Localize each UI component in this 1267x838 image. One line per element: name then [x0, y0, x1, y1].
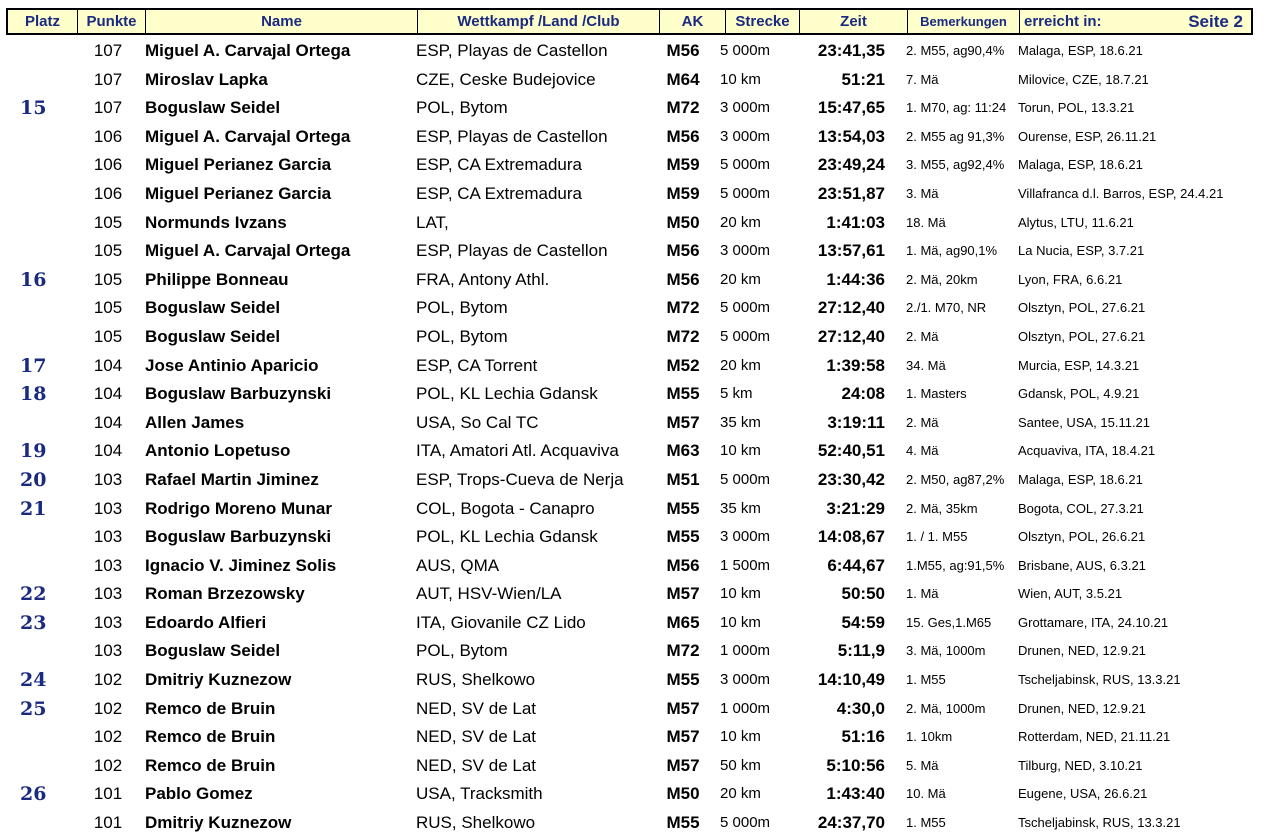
cell-bem: 1. Masters — [906, 386, 967, 402]
cell-erreicht: Alytus, LTU, 11.6.21 — [1018, 214, 1134, 230]
cell-ak: M64 — [666, 69, 700, 89]
cell-platz: 18 — [20, 383, 47, 406]
cell-name: Antonio Lopetuso — [145, 441, 291, 461]
cell-ak: M51 — [666, 469, 700, 489]
cell-zeit: 6:44,67 — [827, 555, 885, 575]
cell-name: Allen James — [145, 412, 245, 432]
cell-club: ESP, CA Torrent — [416, 355, 538, 375]
cell-punkte: 104 — [93, 441, 123, 461]
cell-club: LAT, — [416, 212, 449, 232]
cell-punkte: 101 — [93, 784, 123, 804]
cell-name: Boguslaw Seidel — [145, 298, 281, 318]
cell-strecke: 10 km — [720, 728, 761, 746]
cell-club: ESP, Trops-Cueva de Nerja — [416, 469, 624, 489]
cell-erreicht: Torun, POL, 13.3.21 — [1018, 100, 1135, 116]
table-row — [0, 237, 1267, 266]
cell-ak: M59 — [666, 155, 700, 175]
cell-club: NED, SV de Lat — [416, 727, 537, 747]
cell-erreicht: Drunen, NED, 12.9.21 — [1018, 643, 1146, 659]
cell-zeit: 3:19:11 — [827, 412, 885, 432]
cell-club: POL, Bytom — [416, 326, 508, 346]
cell-club: NED, SV de Lat — [416, 698, 537, 718]
results-table — [0, 37, 1267, 838]
cell-erreicht: Tscheljabinsk, RUS, 13.3.21 — [1018, 672, 1181, 688]
cell-name: Normunds Ivzans — [145, 212, 287, 232]
cell-erreicht: Brisbane, AUS, 6.3.21 — [1018, 557, 1146, 573]
cell-bem: 2. Mä, 35km — [906, 500, 978, 516]
cell-name: Miguel A. Carvajal Ortega — [145, 41, 351, 60]
cell-platz — [20, 552, 60, 581]
table-row — [0, 466, 1267, 495]
header-name: Name — [146, 10, 418, 33]
cell-punkte: 105 — [93, 269, 123, 289]
cell-club: ESP, CA Extremadura — [416, 155, 582, 175]
header-bemerkungen: Bemerkungen — [908, 10, 1020, 33]
cell-ak: M72 — [666, 98, 700, 118]
cell-zeit: 13:57,61 — [817, 241, 885, 261]
cell-zeit: 4:30,0 — [836, 698, 885, 718]
cell-name: Remco de Bruin — [145, 755, 276, 775]
cell-strecke: 3 000m — [720, 671, 771, 689]
cell-platz: 25 — [20, 697, 47, 720]
cell-club: NED, SV de Lat — [416, 755, 537, 775]
table-row — [0, 37, 1267, 66]
cell-name: Roman Brzezowsky — [145, 584, 305, 604]
cell-punkte: 105 — [93, 212, 123, 232]
cell-name: Miguel Perianez Garcia — [145, 155, 332, 175]
cell-punkte: 103 — [93, 527, 123, 547]
cell-erreicht: Eugene, USA, 26.6.21 — [1018, 786, 1148, 802]
cell-zeit: 1:43:40 — [826, 784, 885, 804]
cell-strecke: 5 000m — [720, 156, 771, 174]
cell-ak: M56 — [666, 241, 700, 261]
table-row — [0, 123, 1267, 152]
cell-club: CZE, Ceske Budejovice — [416, 69, 596, 89]
cell-erreicht: Murcia, ESP, 14.3.21 — [1018, 357, 1140, 373]
cell-zeit: 23:49,24 — [817, 155, 885, 175]
cell-bem: 1. M55 — [906, 815, 946, 831]
cell-platz: 23 — [20, 611, 47, 634]
cell-zeit: 50:50 — [841, 584, 885, 604]
cell-zeit: 27:12,40 — [817, 326, 885, 346]
cell-bem: 2. M55 ag 91,3% — [906, 128, 1005, 144]
cell-platz — [20, 66, 60, 95]
cell-zeit: 1:41:03 — [826, 212, 885, 232]
cell-platz — [20, 209, 60, 238]
cell-name: Pablo Gomez — [145, 784, 253, 804]
cell-name: Boguslaw Seidel — [145, 641, 281, 661]
cell-club: USA, Tracksmith — [416, 784, 543, 804]
table-row — [0, 294, 1267, 323]
table-row — [0, 695, 1267, 724]
header-wettkampf: Wettkampf /Land /Club — [418, 10, 660, 33]
cell-strecke: 10 km — [720, 70, 761, 88]
cell-erreicht: Tscheljabinsk, RUS, 13.3.21 — [1018, 815, 1181, 831]
cell-name: Boguslaw Seidel — [145, 326, 281, 346]
header-punkte: Punkte — [78, 10, 146, 33]
cell-platz — [20, 123, 60, 152]
cell-zeit: 13:54,03 — [817, 126, 885, 146]
cell-ak: M72 — [666, 641, 700, 661]
cell-strecke: 35 km — [720, 499, 761, 517]
cell-punkte: 105 — [93, 326, 123, 346]
cell-bem: 15. Ges,1.M65 — [906, 614, 992, 630]
cell-platz — [20, 523, 60, 552]
header-strecke: Strecke — [726, 10, 800, 33]
cell-club: POL, KL Lechia Gdansk — [416, 384, 598, 404]
cell-zeit: 14:08,67 — [817, 527, 885, 547]
cell-platz — [20, 180, 60, 209]
cell-erreicht: Tilburg, NED, 3.10.21 — [1018, 757, 1143, 773]
cell-bem: 3. Mä — [906, 185, 939, 201]
cell-name: Boguslaw Barbuzynski — [145, 384, 332, 404]
cell-name: Miguel A. Carvajal Ortega — [145, 126, 351, 146]
cell-name: Boguslaw Barbuzynski — [145, 527, 332, 547]
cell-club: AUT, HSV-Wien/LA — [416, 584, 562, 604]
cell-bem: 2. M50, ag87,2% — [906, 471, 1005, 487]
cell-bem: 2. Mä — [906, 328, 939, 344]
cell-strecke: 20 km — [720, 270, 761, 288]
cell-club: ITA, Amatori Atl. Acquaviva — [416, 441, 619, 461]
cell-bem: 34. Mä — [906, 357, 946, 373]
cell-platz — [20, 151, 60, 180]
cell-strecke: 3 000m — [720, 528, 771, 546]
cell-erreicht: Acquaviva, ITA, 18.4.21 — [1018, 443, 1156, 459]
cell-platz — [20, 752, 60, 781]
cell-club: FRA, Antony Athl. — [416, 269, 550, 289]
cell-bem: 10. Mä — [906, 786, 946, 802]
cell-ak: M56 — [666, 41, 700, 60]
cell-strecke: 5 000m — [720, 42, 771, 59]
cell-ak: M56 — [666, 269, 700, 289]
cell-erreicht: Malaga, ESP, 18.6.21 — [1018, 157, 1143, 173]
cell-name: Boguslaw Seidel — [145, 98, 281, 118]
table-row — [0, 323, 1267, 352]
cell-zeit: 5:10:56 — [826, 755, 885, 775]
cell-platz — [20, 809, 60, 838]
cell-ak: M57 — [666, 727, 700, 747]
cell-platz — [20, 323, 60, 352]
cell-erreicht: Olsztyn, POL, 26.6.21 — [1018, 529, 1146, 545]
cell-club: ESP, CA Extremadura — [416, 183, 582, 203]
cell-ak: M57 — [666, 584, 700, 604]
cell-punkte: 103 — [93, 612, 123, 632]
cell-club: POL, Bytom — [416, 641, 508, 661]
cell-ak: M55 — [666, 813, 700, 833]
cell-strecke: 5 000m — [720, 299, 771, 317]
cell-platz — [20, 723, 60, 752]
table-row — [0, 809, 1267, 838]
cell-ak: M57 — [666, 755, 700, 775]
cell-club: AUS, QMA — [416, 555, 500, 575]
cell-platz: 16 — [20, 268, 47, 291]
table-row — [0, 752, 1267, 781]
cell-zeit: 24:37,70 — [817, 813, 885, 833]
table-row — [0, 580, 1267, 609]
cell-punkte: 103 — [93, 641, 123, 661]
table-row — [0, 94, 1267, 123]
table-row — [0, 780, 1267, 809]
table-row — [0, 352, 1267, 381]
cell-ak: M72 — [666, 326, 700, 346]
table-row — [0, 666, 1267, 695]
cell-punkte: 101 — [93, 813, 123, 833]
cell-strecke: 10 km — [720, 442, 761, 460]
cell-platz — [20, 637, 60, 666]
cell-strecke: 1 000m — [720, 642, 771, 660]
cell-punkte: 104 — [93, 355, 123, 375]
cell-bem: 2./1. M70, NR — [906, 300, 987, 316]
cell-punkte: 107 — [93, 98, 123, 118]
cell-zeit: 3:21:29 — [826, 498, 885, 518]
table-row — [0, 437, 1267, 466]
cell-club: ESP, Playas de Castellon — [416, 126, 608, 146]
cell-strecke: 3 000m — [720, 242, 771, 260]
cell-strecke: 10 km — [720, 613, 761, 631]
cell-ak: M55 — [666, 527, 700, 547]
table-row — [0, 266, 1267, 295]
cell-zeit: 51:21 — [841, 69, 885, 89]
cell-erreicht: Drunen, NED, 12.9.21 — [1018, 700, 1146, 716]
cell-ak: M63 — [666, 441, 700, 461]
cell-strecke: 5 000m — [720, 184, 771, 202]
cell-punkte: 106 — [93, 126, 123, 146]
cell-bem: 2. Mä — [906, 414, 939, 430]
cell-zeit: 14:10,49 — [817, 670, 885, 690]
cell-strecke: 20 km — [720, 356, 761, 374]
cell-bem: 2. Mä, 20km — [906, 271, 978, 287]
cell-punkte: 107 — [93, 69, 123, 89]
cell-punkte: 104 — [93, 384, 123, 404]
cell-strecke: 3 000m — [720, 127, 771, 145]
cell-bem: 2. Mä, 1000m — [906, 700, 986, 716]
cell-bem: 3. M55, ag92,4% — [906, 157, 1005, 173]
table-row — [0, 66, 1267, 95]
cell-punkte: 103 — [93, 584, 123, 604]
cell-club: ESP, Playas de Castellon — [416, 241, 608, 261]
cell-platz: 26 — [20, 783, 47, 806]
cell-strecke: 5 km — [720, 385, 753, 403]
cell-erreicht: Malaga, ESP, 18.6.21 — [1018, 471, 1143, 487]
cell-ak: M52 — [666, 355, 700, 375]
cell-name: Remco de Bruin — [145, 698, 276, 718]
cell-name: Remco de Bruin — [145, 727, 276, 747]
cell-platz: 17 — [20, 354, 47, 377]
cell-club: RUS, Shelkowo — [416, 813, 536, 833]
cell-punkte: 107 — [93, 41, 123, 60]
cell-erreicht: Wien, AUT, 3.5.21 — [1018, 586, 1123, 602]
cell-club: POL, Bytom — [416, 98, 508, 118]
cell-strecke: 20 km — [720, 785, 761, 803]
cell-punkte: 102 — [93, 727, 123, 747]
cell-bem: 1. Mä, ag90,1% — [906, 243, 998, 259]
cell-ak: M55 — [666, 498, 700, 518]
cell-punkte: 102 — [93, 755, 123, 775]
cell-erreicht: Santee, USA, 15.11.21 — [1018, 414, 1151, 430]
cell-club: ITA, Giovanile CZ Lido — [416, 612, 586, 632]
cell-zeit: 5:11,9 — [837, 641, 885, 661]
cell-erreicht: Lyon, FRA, 6.6.21 — [1018, 271, 1123, 287]
table-row — [0, 180, 1267, 209]
cell-strecke: 1 000m — [720, 699, 771, 717]
cell-name: Jose Antinio Aparicio — [145, 355, 319, 375]
cell-zeit: 23:51,87 — [817, 183, 885, 203]
cell-bem: 18. Mä — [906, 214, 946, 230]
cell-name: Miroslav Lapka — [145, 69, 268, 89]
cell-zeit: 23:30,42 — [817, 469, 885, 489]
cell-zeit: 54:59 — [841, 612, 885, 632]
cell-erreicht: Malaga, ESP, 18.6.21 — [1018, 43, 1143, 58]
cell-bem: 2. M55, ag90,4% — [906, 43, 1005, 58]
cell-name: Ignacio V. Jiminez Solis — [145, 555, 337, 575]
cell-ak: M72 — [666, 298, 700, 318]
cell-name: Miguel A. Carvajal Ortega — [145, 241, 351, 261]
cell-strecke: 3 000m — [720, 99, 771, 117]
cell-bem: 7. Mä — [906, 71, 939, 87]
cell-zeit: 24:08 — [841, 384, 885, 404]
cell-name: Rafael Martin Jiminez — [145, 469, 319, 489]
cell-name: Dmitriy Kuznezow — [145, 670, 292, 690]
cell-bem: 3. Mä, 1000m — [906, 643, 986, 659]
cell-bem: 1.M55, ag:91,5% — [906, 557, 1005, 573]
cell-bem: 1. Mä — [906, 586, 939, 602]
table-row — [0, 723, 1267, 752]
cell-erreicht: Villafranca d.l. Barros, ESP, 24.4.21 — [1018, 185, 1224, 201]
cell-zeit: 23:41,35 — [817, 41, 885, 60]
cell-strecke: 35 km — [720, 413, 761, 431]
cell-erreicht: Rotterdam, NED, 21.11.21 — [1018, 729, 1171, 745]
table-row — [0, 495, 1267, 524]
cell-zeit: 1:39:58 — [826, 355, 885, 375]
cell-strecke: 5 000m — [720, 470, 771, 488]
cell-strecke: 20 km — [720, 213, 761, 231]
cell-ak: M65 — [666, 612, 700, 632]
cell-strecke: 5 000m — [720, 327, 771, 345]
table-row — [0, 552, 1267, 581]
table-row — [0, 209, 1267, 238]
cell-zeit: 27:12,40 — [817, 298, 885, 318]
cell-bem: 1. / 1. M55 — [906, 529, 968, 545]
cell-ak: M56 — [666, 555, 700, 575]
cell-punkte: 102 — [93, 670, 123, 690]
table-row — [0, 409, 1267, 438]
cell-zeit: 1:44:36 — [826, 269, 885, 289]
cell-club: POL, Bytom — [416, 298, 508, 318]
cell-ak: M57 — [666, 698, 700, 718]
cell-name: Dmitriy Kuznezow — [145, 813, 292, 833]
cell-club: COL, Bogota - Canapro — [416, 498, 595, 518]
cell-zeit: 15:47,65 — [817, 98, 885, 118]
table-row — [0, 637, 1267, 666]
cell-bem: 1. M70, ag: 11:24 — [906, 100, 1007, 116]
cell-erreicht: Grottamare, ITA, 24.10.21 — [1018, 614, 1169, 630]
cell-erreicht: La Nucia, ESP, 3.7.21 — [1018, 243, 1145, 259]
cell-platz: 20 — [20, 468, 47, 491]
cell-erreicht: Olsztyn, POL, 27.6.21 — [1018, 300, 1146, 316]
cell-punkte: 102 — [93, 698, 123, 718]
cell-club: USA, So Cal TC — [416, 412, 539, 432]
cell-club: RUS, Shelkowo — [416, 670, 536, 690]
cell-zeit: 51:16 — [841, 727, 885, 747]
cell-strecke: 1 500m — [720, 556, 771, 574]
cell-erreicht: Olsztyn, POL, 27.6.21 — [1018, 328, 1146, 344]
cell-strecke: 10 km — [720, 585, 761, 603]
table-row — [0, 380, 1267, 409]
cell-erreicht: Gdansk, POL, 4.9.21 — [1018, 386, 1140, 402]
page-label: Seite 2 — [1188, 12, 1243, 31]
cell-punkte: 104 — [93, 412, 123, 432]
cell-erreicht: Milovice, CZE, 18.7.21 — [1018, 71, 1149, 87]
cell-platz: 21 — [20, 497, 47, 520]
cell-name: Philippe Bonneau — [145, 269, 289, 289]
cell-punkte: 103 — [93, 555, 123, 575]
cell-club: POL, KL Lechia Gdansk — [416, 527, 598, 547]
cell-punkte: 106 — [93, 155, 123, 175]
cell-punkte: 105 — [93, 298, 123, 318]
table-header — [6, 8, 1253, 35]
cell-platz — [20, 409, 60, 438]
header-platz: Platz — [8, 10, 78, 33]
cell-zeit: 52:40,51 — [817, 441, 885, 461]
header-zeit: Zeit — [800, 10, 908, 33]
cell-bem: 5. Mä — [906, 757, 939, 773]
cell-platz — [20, 294, 60, 323]
header-erreicht: erreicht in: — [1024, 13, 1102, 30]
cell-punkte: 105 — [93, 241, 123, 261]
cell-strecke: 5 000m — [720, 814, 771, 832]
cell-bem: 4. Mä — [906, 443, 939, 459]
cell-bem: 1. M55 — [906, 672, 946, 688]
table-row — [0, 151, 1267, 180]
cell-bem: 1. 10km — [906, 729, 953, 745]
cell-punkte: 106 — [93, 183, 123, 203]
cell-ak: M50 — [666, 212, 700, 232]
cell-ak: M55 — [666, 670, 700, 690]
cell-erreicht: Bogota, COL, 27.3.21 — [1018, 500, 1144, 516]
cell-ak: M56 — [666, 126, 700, 146]
cell-ak: M57 — [666, 412, 700, 432]
cell-club: ESP, Playas de Castellon — [416, 41, 608, 60]
cell-ak: M55 — [666, 384, 700, 404]
cell-ak: M59 — [666, 183, 700, 203]
cell-erreicht: Ourense, ESP, 26.11.21 — [1018, 128, 1157, 144]
cell-strecke: 50 km — [720, 756, 761, 774]
cell-name: Rodrigo Moreno Munar — [145, 498, 332, 518]
cell-ak: M50 — [666, 784, 700, 804]
cell-platz: 24 — [20, 669, 47, 692]
header-ak: AK — [660, 10, 726, 33]
table-row — [0, 609, 1267, 638]
table-row — [0, 523, 1267, 552]
cell-punkte: 103 — [93, 498, 123, 518]
cell-platz: 19 — [20, 440, 47, 463]
cell-platz: 22 — [20, 583, 47, 606]
cell-punkte: 103 — [93, 469, 123, 489]
cell-name: Edoardo Alfieri — [145, 612, 267, 632]
cell-platz — [20, 237, 60, 266]
cell-platz: 15 — [20, 97, 47, 120]
cell-name: Miguel Perianez Garcia — [145, 183, 332, 203]
cell-platz — [20, 37, 60, 66]
